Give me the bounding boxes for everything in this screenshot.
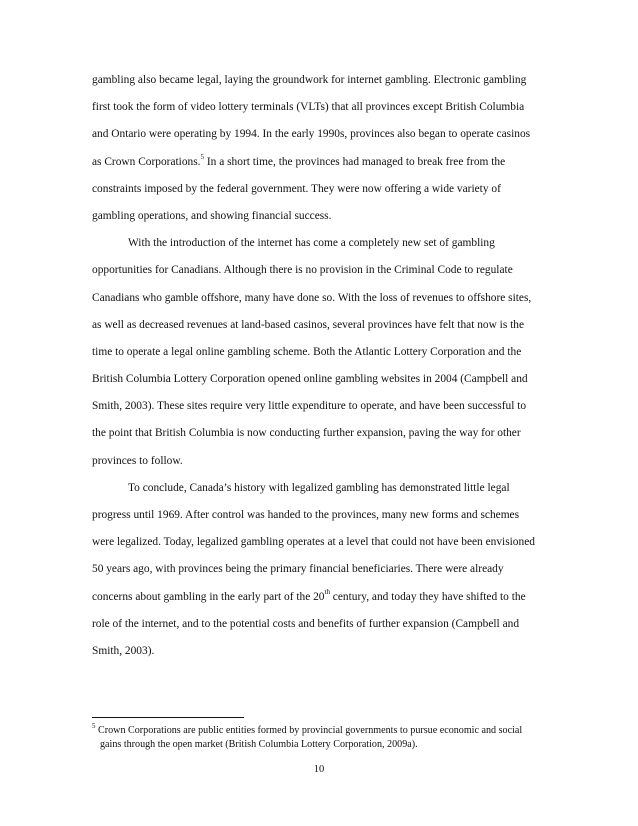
text-line <box>92 149 552 176</box>
text-line: opportunities for Canadians. Although there is no provision in the Criminal Code to regulate <box>92 264 513 277</box>
text-line: role of the internet, and to the potential costs and benefits of further expansion (Campbell and <box>92 617 520 630</box>
paragraph-start-line: With the introduction of the internet has come a completely new set of gambling <box>128 237 495 250</box>
text-line: the point that British Columbia is now conducting further expansion, paving the way for other <box>92 427 521 440</box>
text-line: British Columbia Lottery Corporation opened online gambling websites in 2004 (Campbell and <box>92 373 528 386</box>
text-line: were legalized. Today, legalized gambling operates at a level that could not have been envisioned <box>92 536 535 549</box>
footnote-divider <box>92 717 244 718</box>
text-line: time to operate a legal online gambling scheme. Both the Atlantic Lottery Corporation and the <box>92 345 522 358</box>
footnote-marker: 5 <box>92 721 96 730</box>
paragraph-start-line: To conclude, Canada’s history with legalized gambling has demonstrated little legal <box>128 481 510 494</box>
text-segment: as Crown Corporations. <box>92 155 201 168</box>
text-line: and Ontario were operating by 1994. In the early 1990s, provinces also began to operate casinos <box>92 128 531 141</box>
text-line: provinces to follow. <box>92 454 183 467</box>
text-segment: concerns about gambling in the early part of the 20 <box>92 590 325 603</box>
body-text <box>92 67 552 665</box>
text-line: Canadians who gamble offshore, many have done so. With the loss of revenues to offshore sites, <box>92 291 532 304</box>
footnote-line <box>92 721 523 736</box>
footnote <box>92 721 552 752</box>
text-line: first took the form of video lottery terminals (VLTs) that all provinces except British Columbia <box>92 101 525 114</box>
text-segment: century, and today they have shifted to the <box>329 590 526 603</box>
footnote-text: Crown Corporations are public entities formed by provincial governments to pursue economic and social <box>95 725 523 736</box>
text-line: constraints imposed by the federal government. They were now offering a wide variety of <box>92 182 501 195</box>
ordinal-suffix: th <box>324 587 330 596</box>
text-line: Smith, 2003). <box>92 644 155 657</box>
text-line <box>92 584 552 611</box>
text-line: 50 years ago, with provinces being the primary financial beneficiaries. There were already <box>92 563 504 576</box>
text-line: as well as decreased revenues at land-based casinos, several provinces have felt that now is the <box>92 318 525 331</box>
footnote-line: gains through the open market (British Columbia Lottery Corporation, 2009a). <box>100 739 418 750</box>
page-number: 10 <box>313 764 325 775</box>
text-line: gambling also became legal, laying the groundwork for internet gambling. Electronic gambling <box>92 74 527 86</box>
text-line: gambling operations, and showing financial success. <box>92 209 332 222</box>
text-line: Smith, 2003). These sites require very little expenditure to operate, and have been successful to <box>92 400 527 413</box>
text-line: progress until 1969. After control was handed to the provinces, many new forms and schemes <box>92 509 520 521</box>
footnote-reference: 5 <box>200 152 205 161</box>
text-segment: In a short time, the provinces had managed to break free from the <box>204 155 506 168</box>
